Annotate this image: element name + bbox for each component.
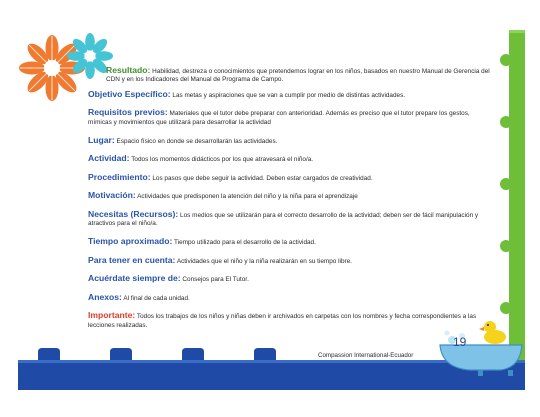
term-necesitas: Necesitas (Recursos): [88, 208, 179, 219]
definition-necesitas: Los medios que se utilizarán para el correcto desarrollo de la actividad; deben ser de fácil manipulación y atractivos para el niño/a. [88, 211, 479, 228]
glossary-list [88, 66, 490, 330]
term-tiempo: Tiempo aproximado: [88, 236, 173, 247]
term-procedimiento: Procedimiento: [88, 171, 151, 182]
entry-anexos [88, 293, 490, 303]
term-resultado: Resultado: [106, 65, 151, 75]
term-objetivo: Objetivo Específico: [88, 88, 171, 99]
entry-procedimiento [88, 173, 490, 183]
entry-importante [88, 311, 490, 330]
entry-lugar [88, 136, 490, 146]
entry-requisitos [88, 108, 490, 127]
term-para-tener: Para tener en cuenta: [88, 254, 176, 265]
page-number: 19 [453, 335, 467, 349]
term-acuerdate: Acuérdate siempre de: [88, 273, 181, 284]
footer-organization: Compassion International-Ecuador [318, 352, 414, 359]
entry-objetivo [88, 90, 490, 100]
definition-objetivo: Las metas y aspiraciones que se van a cumplir por medio de distintas actividades. [170, 91, 406, 99]
definition-anexos: Al final de cada unidad. [121, 294, 190, 302]
definition-acuerdate: Consejos para El Tutor. [180, 276, 249, 284]
term-requisitos: Requisitos previos: [88, 107, 168, 118]
entry-necesitas [88, 210, 490, 229]
definition-requisitos: Materiales que el tutor debe preparar con anterioridad. Además es preciso que el tutor prepare los gestos, mímicas y movimientos que utilizará para desarrollar la actividad [88, 110, 470, 126]
term-importante: Importante: [88, 310, 136, 321]
definition-motivacion: Actividades que predisponen la atención del niño y la niña para el aprendizaje [135, 193, 358, 201]
term-lugar: Lugar: [88, 135, 115, 146]
entry-resultado [106, 66, 490, 85]
entry-para-tener [88, 256, 490, 266]
entry-actividad [88, 154, 490, 164]
definition-tiempo: Tiempo utilizado para el desarrollo de la actividad. [172, 239, 316, 247]
entry-acuerdate [88, 274, 490, 284]
definition-para-tener: Actividades que el niño y la niña realizarán en su tiempo libre. [175, 257, 352, 265]
entry-motivacion [88, 191, 490, 201]
definition-lugar: Espacio físico en donde se desarrollarán las actividades. [114, 138, 278, 146]
term-actividad: Actividad: [88, 153, 130, 164]
definition-procedimiento: Los pasos que debe seguir la actividad. Deben estar cargados de creatividad. [150, 174, 373, 182]
definition-importante: Todos los trabajos de los niños y niñas deben ir archivados en carpetas con los nombres y fecha correspondientes a las lecciones realizadas. [88, 313, 477, 329]
definition-actividad: Todos los momentos didácticos por los que atravesará el niño/a. [129, 156, 314, 164]
term-anexos: Anexos: [88, 291, 122, 302]
entry-tiempo [88, 237, 490, 247]
definition-resultado: Habilidad, destreza o conocimientos que pretendemos lograr en los niños, basados en nuestro Manual de Gerencia del CDN y en los Indicadores del Manual de Programa de Campo. [106, 68, 490, 84]
term-motivacion: Motivación: [88, 190, 136, 201]
